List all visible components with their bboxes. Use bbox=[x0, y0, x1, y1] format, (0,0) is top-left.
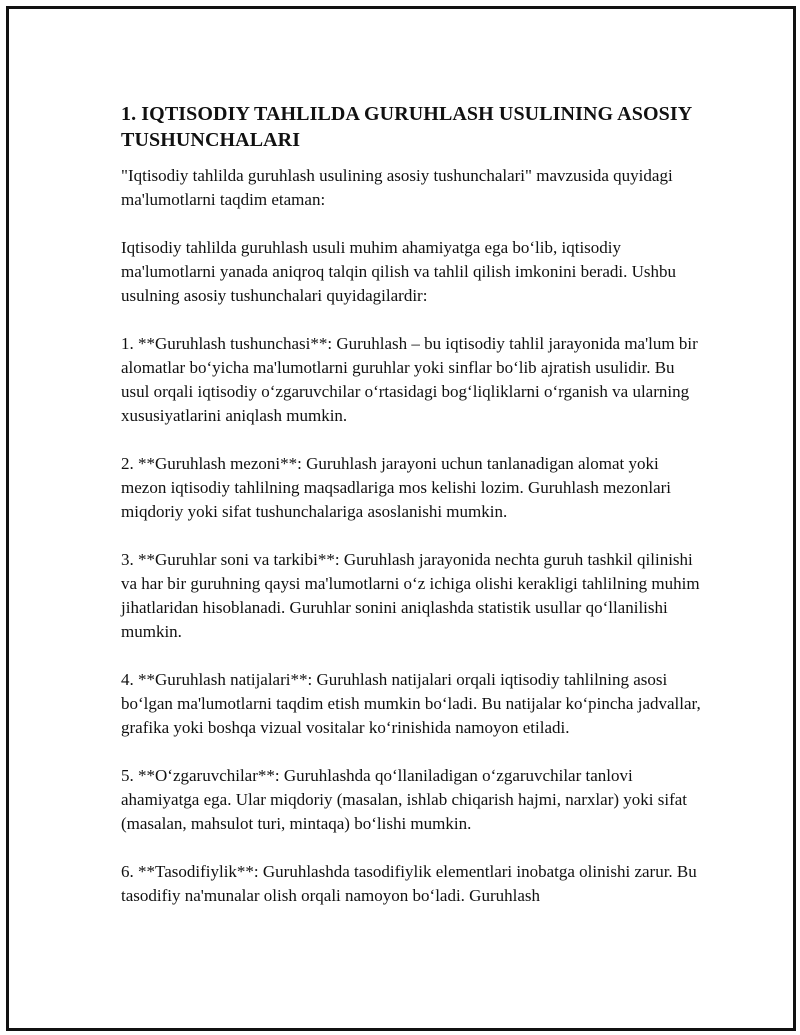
overview-paragraph: Iqtisodiy tahlilda guruhlash usuli muhim ahamiyatga ega bo‘lib, iqtisodiy ma'lumotlarni yanada aniqroq talqin qilish va tahlil qilish imkonini beradi. Ushbu usulning asosiy tushunchalari quyidagilardir: bbox=[121, 238, 676, 305]
list-item-variables: 5. **O‘zgaruvchilar**: Guruhlashda qo‘llaniladigan o‘zgaruvchilar tanlovi ahamiyatga ega. Ular miqdoriy (masalan, ishlab chiqarish hajmi, narxlar) yoki sifat (masalan, mahsulot turi, mintaqa) bo‘lishi mumkin. bbox=[121, 766, 688, 833]
list-item-grouping-results: 4. **Guruhlash natijalari**: Guruhlash natijalari orqali iqtisodiy tahlilning asosi bo‘lgan ma'lumotlarni taqdim etish mumkin bo‘ladi. Bu natijalar ko‘pincha jadvallar, grafika yoki boshqa vizual vositalar ko‘rinishida namoyon etiladi. bbox=[121, 670, 701, 737]
list-item-grouping-concept: 1. **Guruhlash tushunchasi**: Guruhlash – bu iqtisodiy tahlil jarayonida ma'lum bir alomatlar bo‘yicha ma'lumotlarni guruhlar yoki sinflar bo‘lib ajratish usulidir. Bu usul orqali iqtisodiy o‘zgaruvchilar o‘rtasidagi bog‘liqliklarni o‘rganish va ularning xususiyatlarini aniqlash mumkin. bbox=[121, 334, 698, 425]
document-body bbox=[121, 101, 701, 932]
page-frame bbox=[6, 6, 796, 1031]
list-item-grouping-criterion: 2. **Guruhlash mezoni**: Guruhlash jarayoni uchun tanlanadigan alomat yoki mezon iqtisodiy tahlilning maqsadlariga mos kelishi lozim. Guruhlash mezonlari miqdoriy yoki sifat tushunchalariga asoslanishi mumkin. bbox=[121, 454, 672, 521]
list-item-group-count: 3. **Guruhlar soni va tarkibi**: Guruhlash jarayonida nechta guruh tashkil qilinishi va har bir guruhning qaysi ma'lumotlarni o‘z ichiga olishi kerakligi tahlilning muhim jihatlaridan hisoblanadi. Guruhlar sonini aniqlashda statistik usullar qo‘llanilishi mumkin. bbox=[121, 550, 700, 641]
list-item-randomness: 6. **Tasodifiylik**: Guruhlashda tasodifiylik elementlari inobatga olinishi zarur. Bu tasodifiy na'munalar olish orqali namoyon bo‘ladi. Guruhlash bbox=[121, 862, 697, 905]
intro-paragraph: "Iqtisodiy tahlilda guruhlash usulining asosiy tushunchalari" mavzusida quyidagi ma'lumotlarni taqdim etaman: bbox=[121, 166, 673, 209]
document-title: 1. IQTISODIY TAHLILDA GURUHLASH USULINING ASOSIY TUSHUNCHALARI bbox=[121, 103, 692, 151]
